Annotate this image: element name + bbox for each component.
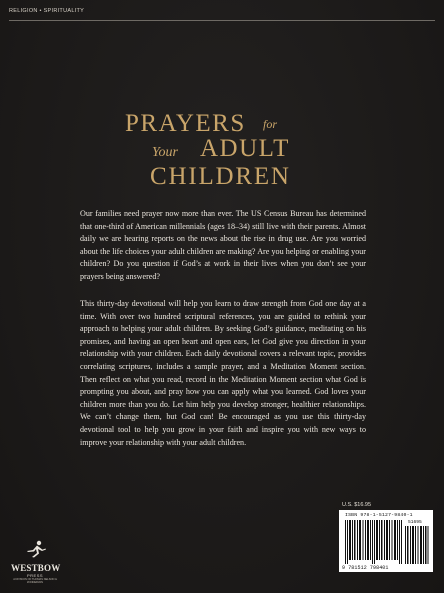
header-rule — [9, 20, 435, 21]
description-paragraph-2: This thirty-day devotional will help you learn to draw strength from God one day at a time. With over two hundred scriptural references, you are guided to rethink your approach to helping your adult children. By seeking God’s guidance, meditating on his promises, and having an open heart and open ears, let God give you direction in your relationship with your children. Each daily devotional covers a relevant topic, provides correlating scriptures, includes a sample prayer, and a Meditation Moment section. Then reflect on what you read, record in the Meditation Moment section what God is prompting you about, and pray how you can apply what you learned. God loves your children more than you do. Let him help you develop stronger, healthier relationships. We can’t change them, but God can! Be encouraged as you use this thirty-day devotional tool to help you grow in your faith and inspire you with new ways to improve your relationship with your adult children. — [80, 299, 366, 447]
publisher-division: A DIVISION OF THOMAS NELSON & ZONDERVAN — [13, 578, 57, 585]
isbn-label: ISBN 978-1-5127-9840-1 — [345, 513, 413, 518]
running-figure-icon — [15, 540, 55, 558]
title-prayers: PRAYERS — [125, 110, 246, 137]
publisher-name-2: PRESS — [26, 573, 44, 578]
publisher-name-1: WESTBOW — [11, 563, 61, 573]
title-adult: ADULT — [200, 135, 290, 162]
title-your: Your — [152, 145, 178, 160]
price-label: U.S. $16.95 — [342, 502, 372, 508]
ean-number: 9 781512 798401 — [342, 565, 389, 571]
publisher-logo — [11, 540, 59, 584]
barcode — [339, 510, 433, 572]
title-for: for — [263, 117, 278, 131]
description-paragraph-1: Our families need prayer now more than ever. The US Census Bureau has determined that one-third of American millennials (ages 18–34) still live with their parents. Almost daily we are hearing reports on the news about the rise in drug use. Are you worried about the life choices your adult children are making? Are you helping or enabling your children? Do you question if God’s at work in their lives when you don’t see your prayers being answered? — [80, 209, 366, 281]
addon-bars — [405, 526, 429, 564]
addon-number: 51695 — [408, 520, 422, 525]
category-label: RELIGION • SPIRITUALITY — [9, 8, 85, 14]
ean-bars — [345, 520, 403, 564]
title-children: CHILDREN — [150, 163, 291, 190]
